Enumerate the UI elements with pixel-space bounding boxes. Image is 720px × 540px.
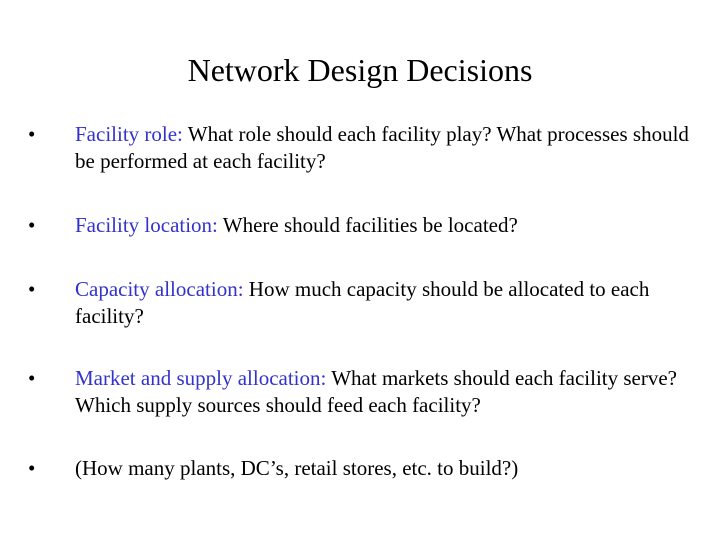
bullet-text — [75, 365, 698, 419]
bullet-body: How much capacity should be allocated to each facility? — [75, 277, 650, 328]
bullet-body: What markets should each facility serve? Which supply sources should feed each facility? — [75, 366, 678, 417]
bullet-dot-icon: • — [28, 277, 36, 301]
bullet-capacity-allocation — [28, 276, 698, 330]
bullet-body: What role should each facility play? What processes should be performed at each facility? — [75, 122, 689, 173]
bullet-term: Capacity allocation: — [75, 277, 244, 301]
bullet-dot-icon: • — [28, 122, 36, 146]
bullet-dot-icon: • — [28, 456, 36, 480]
bullet-term: Facility role: — [75, 122, 183, 146]
bullet-dot-icon: • — [28, 366, 36, 390]
bullet-term: Facility location: — [75, 213, 218, 237]
bullet-body: (How many plants, DC’s, retail stores, etc. to build?) — [75, 456, 519, 480]
bullet-text — [75, 276, 698, 330]
bullet-text — [75, 212, 698, 239]
bullet-facility-location — [28, 212, 698, 239]
bullet-market-supply-allocation — [28, 365, 698, 419]
bullet-body: Where should facilities be located? — [222, 213, 518, 237]
bullet-text — [75, 455, 698, 482]
slide-title: Network Design Decisions — [187, 52, 533, 88]
bullet-text — [75, 121, 698, 175]
bullet-how-many — [28, 455, 698, 482]
bullet-dot-icon: • — [28, 213, 36, 237]
bullet-term: Market and supply allocation: — [75, 366, 327, 390]
bullet-facility-role — [28, 121, 698, 175]
